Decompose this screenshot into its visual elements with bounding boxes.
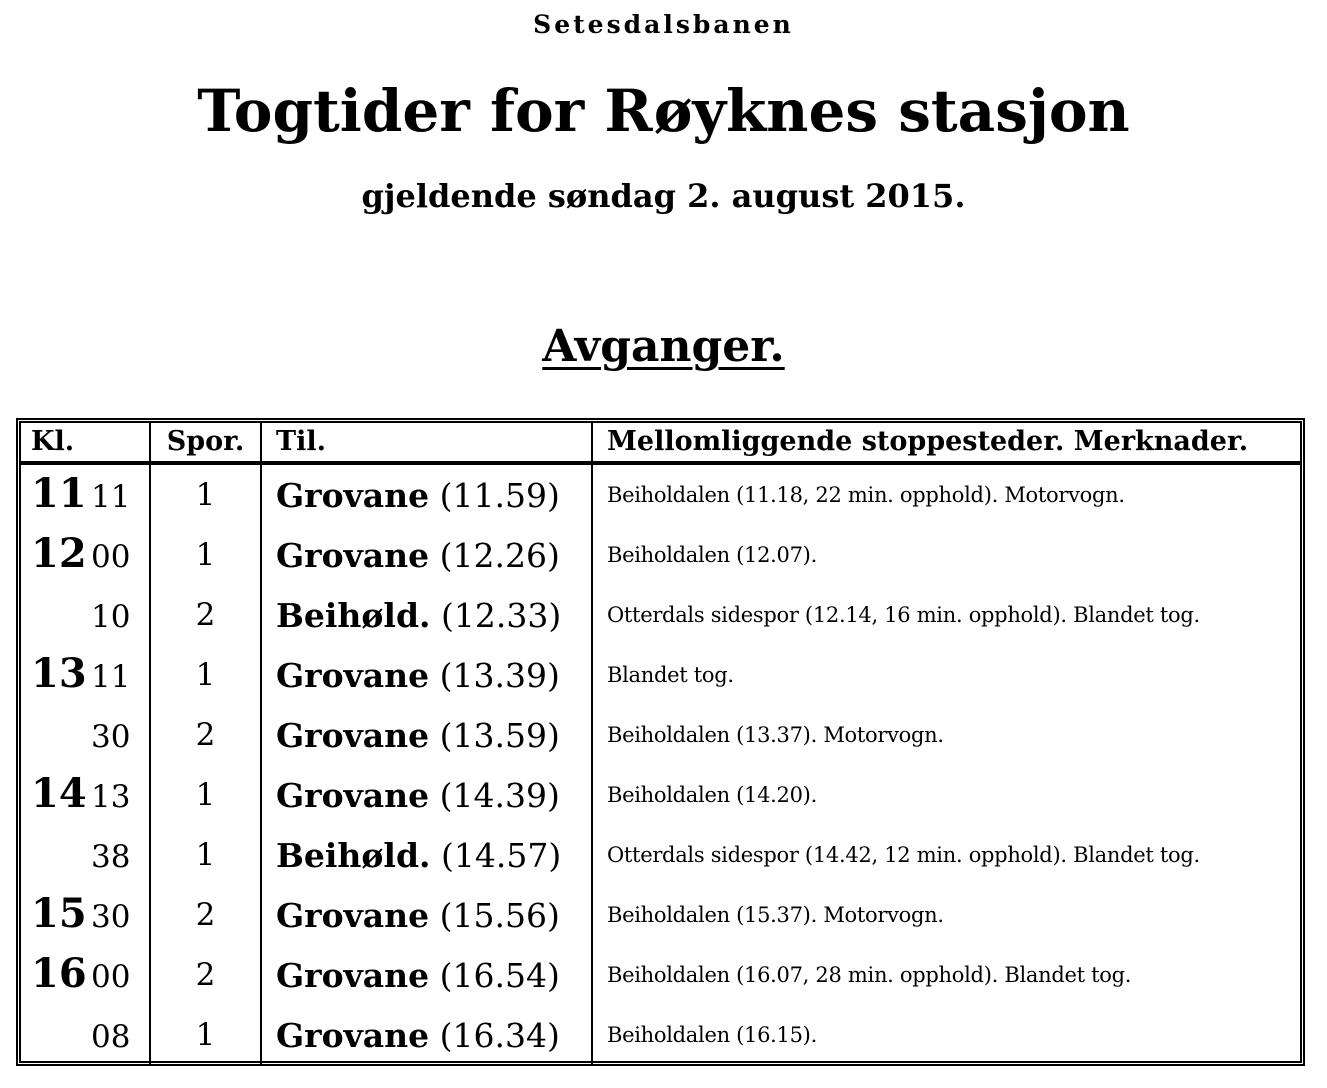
- remarks-cell: Otterdals sidespor (14.42, 12 min. opphold). Blandet tog.: [592, 825, 1302, 885]
- destination-name: Grovane: [276, 775, 430, 815]
- arrival-time: (15.56): [439, 895, 560, 935]
- arrival-time: (16.54): [439, 955, 560, 995]
- remarks-cell: Beiholdalen (16.15).: [592, 1005, 1302, 1065]
- departure-minute: 38: [91, 839, 131, 875]
- departure-time-cell: [19, 945, 150, 1005]
- remarks-cell: Blandet tog.: [592, 645, 1302, 705]
- destination-name: Grovane: [276, 655, 430, 695]
- section-heading-text: Avganger.: [542, 321, 785, 372]
- departure-hour: 15: [31, 890, 87, 937]
- destination-name: Beihøld.: [276, 595, 431, 635]
- table-row: [19, 945, 1302, 1005]
- departure-time-cell: [19, 765, 150, 825]
- track-number: 1: [150, 1005, 261, 1065]
- column-header-time: Kl.: [19, 421, 150, 463]
- destination-cell: [261, 825, 592, 885]
- destination-cell: [261, 525, 592, 585]
- departure-minute: 00: [91, 959, 131, 995]
- validity-date: gjeldende søndag 2. august 2015.: [361, 177, 966, 215]
- remarks-cell: Beiholdalen (11.18, 22 min. opphold). Motorvogn.: [592, 463, 1302, 525]
- track-number: 1: [150, 463, 261, 525]
- departure-minute: 11: [91, 479, 131, 515]
- destination-cell: [261, 1005, 592, 1065]
- departure-hour: 11: [31, 470, 87, 517]
- departure-hour: 13: [31, 650, 87, 697]
- page-title: Togtider for Røyknes stasjon: [197, 77, 1130, 145]
- railway-name: Setesdalsbanen: [533, 10, 794, 39]
- remarks-cell: Beiholdalen (13.37). Motorvogn.: [592, 705, 1302, 765]
- arrival-time: (11.59): [439, 475, 560, 515]
- destination-name: Grovane: [276, 955, 430, 995]
- column-header-remarks: Mellomliggende stoppesteder. Merknader.: [592, 421, 1302, 463]
- track-number: 2: [150, 705, 261, 765]
- remarks-cell: Beiholdalen (16.07, 28 min. opphold). Blandet tog.: [592, 945, 1302, 1005]
- departure-time-cell: [19, 645, 150, 705]
- destination-name: Grovane: [276, 475, 430, 515]
- track-number: 2: [150, 585, 261, 645]
- destination-cell: [261, 885, 592, 945]
- destination-cell: [261, 765, 592, 825]
- departures-table: [19, 421, 1302, 1065]
- destination-name: Grovane: [276, 1015, 430, 1055]
- remarks-cell: Beiholdalen (15.37). Motorvogn.: [592, 885, 1302, 945]
- departure-time-cell: [19, 825, 150, 885]
- track-number: 1: [150, 825, 261, 885]
- arrival-time: (14.39): [439, 775, 560, 815]
- section-heading: [0, 322, 1327, 373]
- remarks-cell: Otterdals sidespor (12.14, 16 min. opphold). Blandet tog.: [592, 585, 1302, 645]
- destination-name: Grovane: [276, 895, 430, 935]
- destination-cell: [261, 463, 592, 525]
- column-header-destination: Til.: [261, 421, 592, 463]
- remarks-cell: Beiholdalen (12.07).: [592, 525, 1302, 585]
- arrival-time: (12.33): [441, 595, 562, 635]
- arrival-time: (14.57): [441, 835, 562, 875]
- departure-time-cell: [19, 525, 150, 585]
- track-number: 1: [150, 645, 261, 705]
- destination-name: Grovane: [276, 715, 430, 755]
- arrival-time: (12.26): [439, 535, 560, 575]
- departure-minute: 30: [91, 899, 131, 935]
- table-row: [19, 765, 1302, 825]
- track-number: 1: [150, 765, 261, 825]
- table-row: [19, 1005, 1302, 1065]
- departure-time-cell: [19, 1005, 150, 1065]
- table-row: [19, 525, 1302, 585]
- arrival-time: (13.59): [439, 715, 560, 755]
- table-row: [19, 463, 1302, 525]
- table-row: [19, 645, 1302, 705]
- table-row: [19, 825, 1302, 885]
- destination-name: Beihøld.: [276, 835, 431, 875]
- column-header-track: Spor.: [150, 421, 261, 463]
- track-number: 1: [150, 525, 261, 585]
- remarks-cell: Beiholdalen (14.20).: [592, 765, 1302, 825]
- table-header-row: [19, 421, 1302, 463]
- departure-hour: 12: [31, 530, 87, 577]
- departure-minute: 30: [91, 719, 131, 755]
- departure-time-cell: [19, 463, 150, 525]
- arrival-time: (13.39): [439, 655, 560, 695]
- departure-minute: 00: [91, 539, 131, 575]
- departure-time-cell: [19, 705, 150, 765]
- departure-hour: 16: [31, 950, 87, 997]
- destination-name: Grovane: [276, 535, 430, 575]
- arrival-time: (16.34): [439, 1015, 560, 1055]
- departure-hour: 14: [31, 770, 87, 817]
- destination-cell: [261, 585, 592, 645]
- departure-minute: 08: [91, 1019, 131, 1055]
- departure-time-cell: [19, 585, 150, 645]
- destination-cell: [261, 945, 592, 1005]
- track-number: 2: [150, 945, 261, 1005]
- table-row: [19, 705, 1302, 765]
- departure-time-cell: [19, 885, 150, 945]
- destination-cell: [261, 705, 592, 765]
- departure-minute: 10: [91, 599, 131, 635]
- departure-minute: 11: [91, 659, 131, 695]
- departure-minute: 13: [91, 779, 131, 815]
- destination-cell: [261, 645, 592, 705]
- table-row: [19, 885, 1302, 945]
- table-row: [19, 585, 1302, 645]
- track-number: 2: [150, 885, 261, 945]
- departures-body: [19, 463, 1302, 1065]
